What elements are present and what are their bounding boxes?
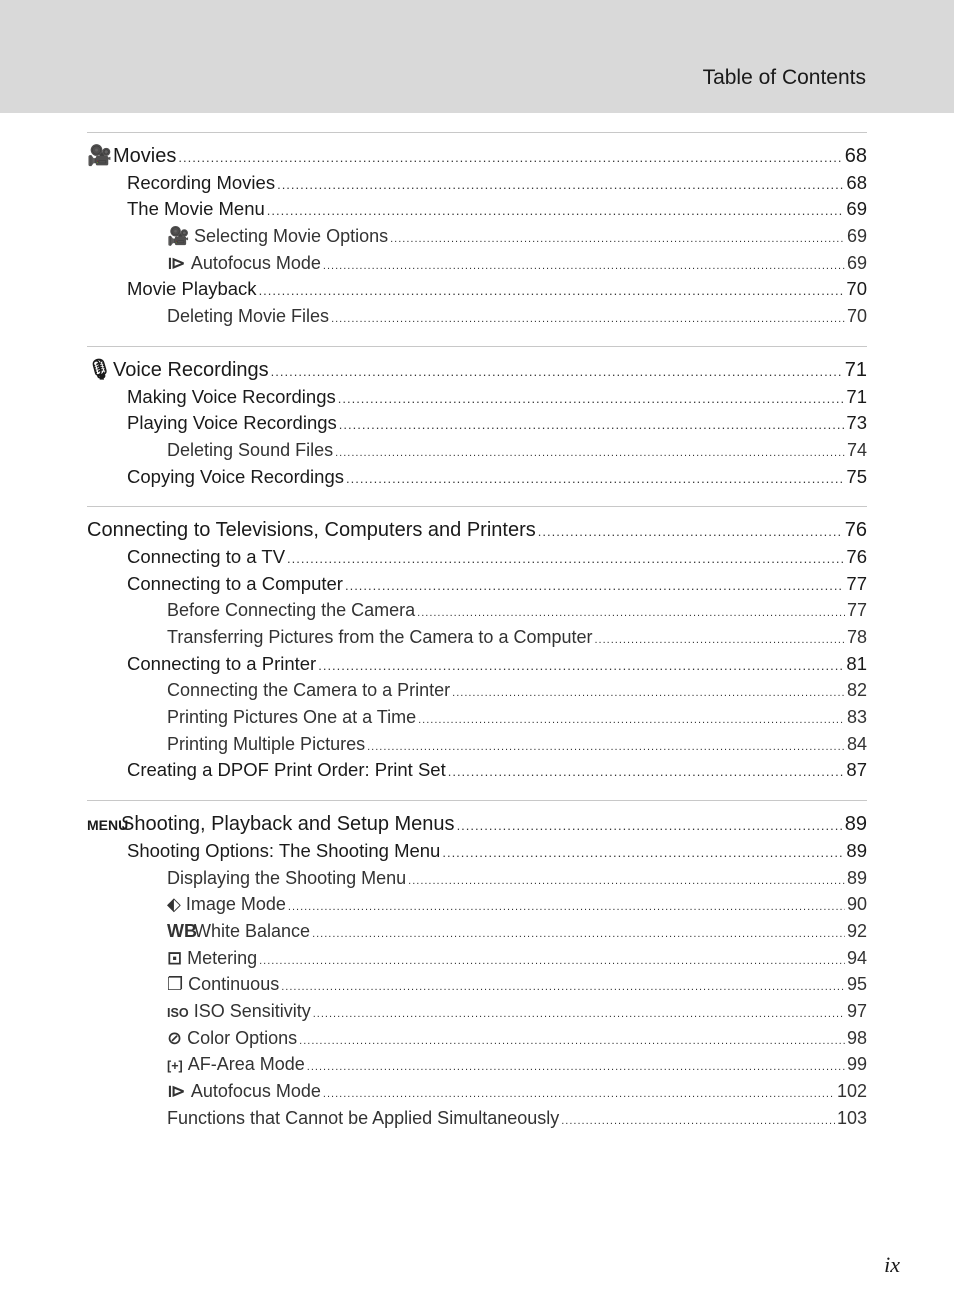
toc-entry[interactable]	[87, 223, 867, 250]
leader-dots	[323, 253, 845, 280]
toc-entry-page: 95	[846, 974, 867, 995]
toc-entry-label: Movies	[113, 145, 177, 167]
leader-dots	[418, 707, 845, 734]
leader-dots	[277, 172, 844, 199]
toc-entry-label: Making Voice Recordings	[127, 385, 336, 407]
toc-entry-page: 71	[844, 358, 867, 381]
leader-dots	[390, 226, 845, 253]
leader-dots	[442, 840, 844, 867]
toc-entry-page: 97	[846, 1000, 867, 1021]
microphone-icon: 🎙	[87, 358, 113, 381]
toc-entry[interactable]	[87, 704, 867, 731]
toc-entry-page: 99	[846, 1054, 867, 1075]
toc-section	[87, 800, 867, 1131]
toc-entry-page: 89	[846, 839, 867, 861]
toc-entry-label: ISO Sensitivity	[193, 1000, 311, 1021]
leader-dots	[259, 278, 845, 305]
toc-entry-page: 69	[846, 252, 867, 273]
af-area-icon: [+]	[167, 1059, 183, 1074]
toc-entry-label: Connecting to a Printer	[127, 652, 317, 674]
toc-entry[interactable]	[87, 1025, 867, 1052]
leader-dots	[313, 1001, 845, 1028]
toc-section	[87, 132, 867, 330]
toc-entry[interactable]	[87, 170, 867, 197]
toc-chapter-entry[interactable]	[87, 143, 867, 170]
leader-dots	[323, 1081, 835, 1108]
toc-entry-page: 75	[846, 465, 867, 487]
toc-entry-page: 70	[846, 278, 867, 300]
toc-entry[interactable]	[87, 384, 867, 411]
toc-entry-page: 71	[846, 385, 867, 407]
menu-icon: MENU	[87, 817, 129, 834]
metering-icon: ⊡	[167, 947, 183, 968]
toc-entry-label: Shooting, Playback and Setup Menus	[121, 813, 455, 836]
toc-entry[interactable]	[87, 971, 867, 998]
toc-entry-page: 77	[846, 600, 867, 621]
toc-entry-page: 103	[836, 1107, 867, 1128]
leader-dots	[561, 1108, 835, 1135]
toc-entry-label: Connecting to a TV	[127, 545, 286, 567]
toc-entry-label: Metering	[187, 947, 258, 968]
toc-entry-page: 74	[846, 439, 867, 460]
toc-section	[87, 346, 867, 490]
toc-entry-label: Displaying the Shooting Menu	[167, 867, 407, 888]
leader-dots	[538, 519, 843, 546]
toc-entry-label: Autofocus Mode	[190, 1081, 321, 1101]
toc-entry-label: Shooting Options: The Shooting Menu	[127, 839, 441, 861]
leader-dots	[267, 198, 845, 225]
toc-entry[interactable]	[87, 891, 867, 918]
leader-dots	[307, 1054, 845, 1081]
toc-entry-label: Transferring Pictures from the Camera to a Computer	[167, 627, 593, 647]
leader-dots	[287, 546, 844, 573]
toc-entry-page: 98	[846, 1027, 867, 1048]
toc-entry[interactable]	[87, 865, 867, 892]
autofocus-mode-icon: ⧐	[167, 252, 186, 273]
toc-entry-page: 89	[846, 867, 867, 888]
toc-entry-page: 69	[846, 226, 867, 247]
toc-entry-label: Selecting Movie Options	[194, 226, 389, 247]
toc-entry-label: Deleting Movie Files	[167, 306, 330, 327]
toc-entry[interactable]	[87, 651, 867, 678]
toc-entry[interactable]	[87, 1051, 867, 1078]
toc-section	[87, 506, 867, 784]
toc-entry-label: Before Connecting the Camera	[167, 600, 416, 621]
leader-dots	[345, 573, 844, 600]
leader-dots	[281, 974, 845, 1001]
toc-entry-label: Connecting to Televisions, Computers and Printers	[87, 519, 536, 542]
toc-entry-page: 82	[846, 680, 867, 701]
toc-entry-label: AF-Area Mode	[187, 1054, 305, 1075]
toc-entry[interactable]	[87, 624, 867, 651]
toc-entry-page: 83	[846, 707, 867, 728]
toc-entry-page: 68	[844, 145, 867, 167]
toc-entry-label: Playing Voice Recordings	[127, 412, 337, 434]
leader-dots	[408, 868, 845, 895]
toc-entry[interactable]	[87, 410, 867, 437]
toc-entry-page: 102	[836, 1081, 867, 1101]
toc-entry-label: Connecting to a Computer	[127, 572, 343, 594]
toc-entry-label: White Balance	[194, 920, 311, 941]
toc-entry-page: 81	[846, 652, 867, 674]
toc-entry-page: 73	[846, 412, 867, 434]
leader-dots	[595, 627, 845, 654]
toc-entry-label: Recording Movies	[127, 171, 276, 193]
toc-entry[interactable]	[87, 544, 867, 571]
toc-chapter-entry[interactable]	[87, 811, 867, 838]
toc-entry-label: Color Options	[187, 1027, 298, 1048]
toc-entry-label: Connecting the Camera to a Printer	[167, 680, 451, 701]
leader-dots	[457, 813, 843, 840]
toc-entry-label: Functions that Cannot be Applied Simultaneously	[167, 1107, 560, 1128]
toc-entry[interactable]	[87, 196, 867, 223]
leader-dots	[271, 359, 843, 386]
header-band	[0, 0, 954, 113]
toc-entry[interactable]	[87, 597, 867, 624]
toc-chapter-entry[interactable]	[87, 357, 867, 384]
toc-entry[interactable]	[87, 464, 867, 491]
toc-entry-page: 90	[846, 894, 867, 915]
leader-dots	[346, 466, 844, 493]
leader-dots	[312, 921, 845, 948]
color-options-icon: ⊘	[167, 1027, 183, 1048]
toc-entry-page: 94	[846, 947, 867, 968]
toc-entry[interactable]	[87, 918, 867, 945]
toc-entry[interactable]	[87, 838, 867, 865]
movie-camera-icon: 🎥	[167, 226, 190, 247]
leader-dots	[417, 600, 845, 627]
continuous-icon: ❐	[167, 974, 184, 995]
toc-entry[interactable]	[87, 945, 867, 972]
white-balance-icon: WB	[167, 920, 197, 941]
toc-entry-label: Copying Voice Recordings	[127, 465, 344, 487]
toc-entry-page: 68	[846, 171, 867, 193]
toc-entry-label: Creating a DPOF Print Order: Print Set	[127, 759, 446, 781]
toc-entry[interactable]	[87, 998, 867, 1025]
toc-entry-page: 77	[846, 572, 867, 594]
leader-dots	[318, 653, 844, 680]
toc-entry[interactable]	[87, 437, 867, 464]
table-of-contents	[87, 132, 867, 1147]
toc-entry-label: Voice Recordings	[113, 358, 269, 381]
toc-entry-label: Autofocus Mode	[190, 252, 321, 273]
leader-dots	[335, 440, 845, 467]
toc-entry[interactable]	[87, 303, 867, 330]
iso-icon: ISO	[167, 1005, 189, 1020]
toc-entry-label: Printing Pictures One at a Time	[167, 707, 417, 728]
movie-camera-icon: 🎥	[87, 145, 112, 167]
toc-entry[interactable]	[87, 571, 867, 598]
leader-dots	[367, 734, 845, 761]
toc-entry-page: 76	[846, 545, 867, 567]
image-mode-icon: ⬖	[167, 894, 181, 915]
toc-entry-label: Image Mode	[185, 894, 286, 915]
toc-entry-page: 89	[844, 813, 867, 836]
page-title: Table of Contents	[702, 66, 866, 89]
autofocus-mode-icon: ⧐	[167, 1081, 186, 1101]
leader-dots	[339, 412, 845, 439]
leader-dots	[448, 759, 845, 786]
toc-entry-page: 78	[846, 627, 867, 647]
leader-dots	[299, 1028, 845, 1055]
leader-dots	[178, 145, 842, 172]
leader-dots	[259, 948, 845, 975]
leader-dots	[452, 680, 845, 707]
toc-entry-page: 87	[846, 759, 867, 781]
toc-entry-page: 84	[846, 733, 867, 754]
page-number: ix	[884, 1252, 900, 1277]
toc-entry-page: 76	[844, 519, 867, 542]
toc-entry-label: Printing Multiple Pictures	[167, 733, 366, 754]
toc-entry-label: Movie Playback	[127, 278, 257, 300]
toc-entry[interactable]	[87, 677, 867, 704]
leader-dots	[288, 894, 845, 921]
toc-entry[interactable]	[87, 1105, 867, 1132]
toc-entry-page: 70	[846, 306, 867, 327]
toc-entry[interactable]	[87, 731, 867, 758]
toc-entry-label: Continuous	[188, 974, 280, 995]
toc-entry[interactable]	[87, 276, 867, 303]
toc-entry-label: Deleting Sound Files	[167, 439, 334, 460]
toc-entry[interactable]	[87, 1078, 867, 1105]
toc-entry-page: 69	[846, 198, 867, 220]
toc-entry[interactable]	[87, 250, 867, 277]
toc-chapter-entry[interactable]	[87, 517, 867, 544]
leader-dots	[331, 306, 845, 333]
leader-dots	[338, 386, 845, 413]
toc-entry-page: 92	[846, 920, 867, 941]
toc-entry[interactable]	[87, 757, 867, 784]
toc-entry-label: The Movie Menu	[127, 198, 265, 220]
